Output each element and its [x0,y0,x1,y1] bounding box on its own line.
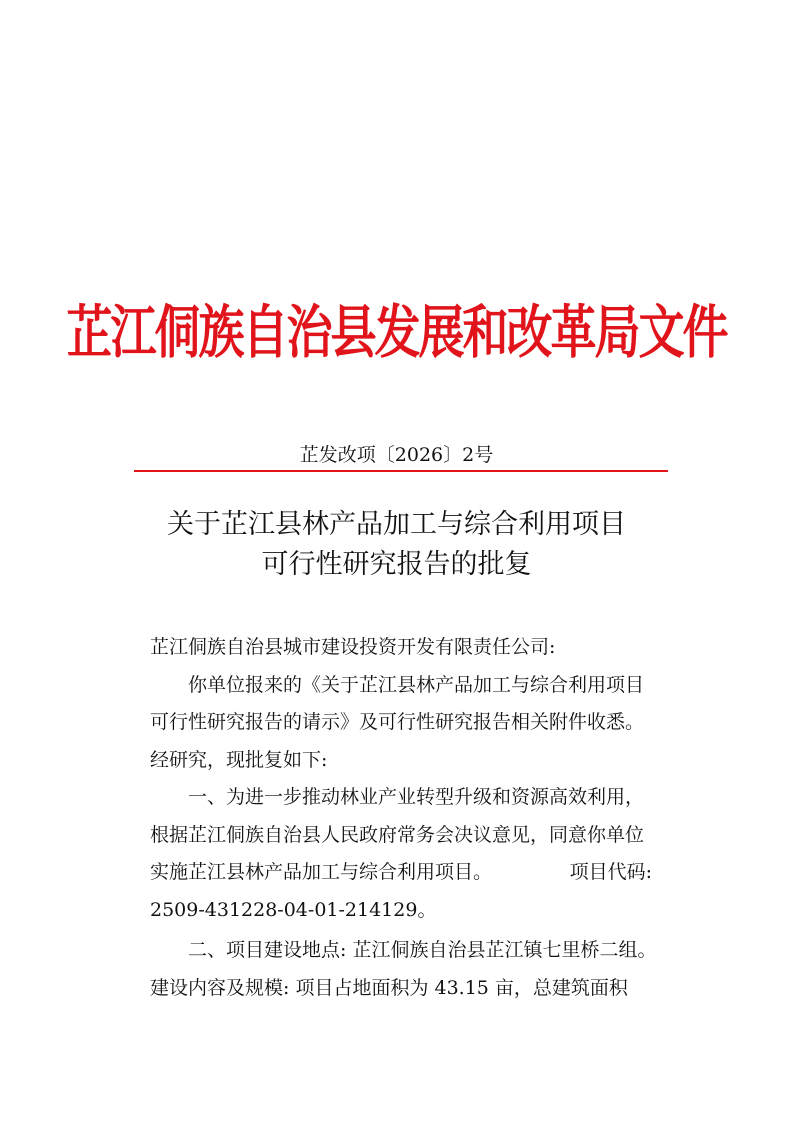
issuer-header: 芷江侗族自治县发展和改革局文件 [66,298,727,366]
project-code-value: 2509-431228-04-01-214129。 [150,898,437,921]
paragraph-2-line-3-text: 实施芷江县林产品加工与综合利用项目。 [150,861,493,883]
document-title [0,505,793,585]
paragraph-1-line-1: 你单位报来的《关于芷江县林产品加工与综合利用项目 [188,673,645,696]
paragraph-1-line-2: 可行性研究报告的请示》及可行性研究报告相关附件收悉。 [150,711,645,733]
addressee: 芷江侗族自治县城市建设投资开发有限责任公司: [150,636,556,658]
paragraph-1-line-3: 经研究，现批复如下: [150,748,328,771]
paragraph-3-line-2: 建设内容及规模: 项目占地面积为 43.15 亩，总建筑面积 [150,976,628,999]
red-divider-line [134,470,668,472]
title-line-1: 关于芷江县林产品加工与综合利用项目 [167,509,626,540]
document-number: 芷发改项〔2026〕2号 [299,444,494,466]
paragraph-2-line-2: 根据芷江侗族自治县人民政府常务会决议意见，同意你单位 [150,823,645,846]
paragraph-2-line-3 [150,854,652,892]
document-body [150,629,657,1007]
paragraph-2-line-1: 一、为进一步推动林业产业转型升级和资源高效利用， [188,786,645,808]
title-line-2: 可行性研究报告的批复 [261,549,532,580]
project-code-label: 项目代码: [569,861,652,883]
paragraph-3-line-1: 二、项目建设地点: 芷江侗族自治县芷江镇七里桥二组。 [188,939,657,961]
